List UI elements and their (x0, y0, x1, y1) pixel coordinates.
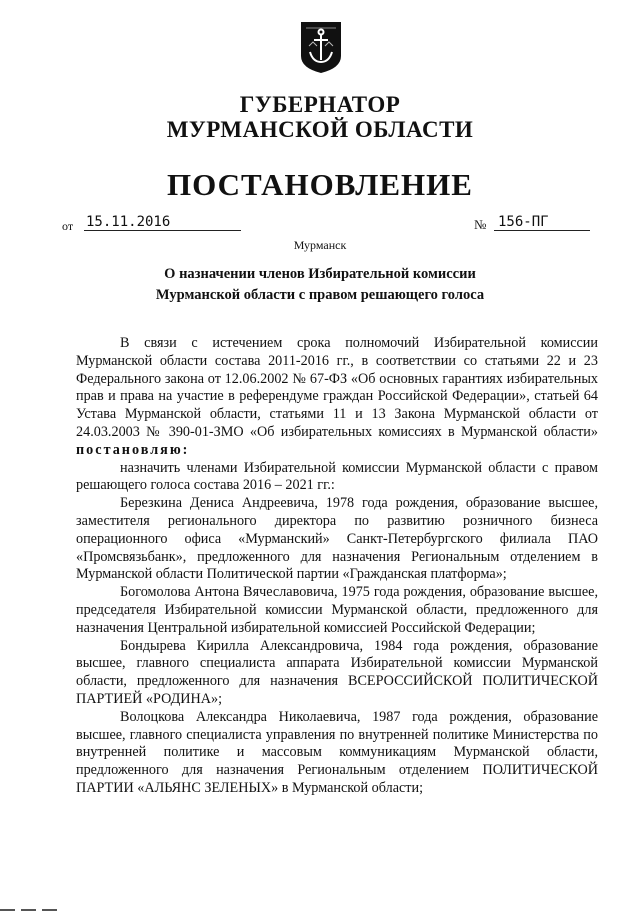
paragraph-member-2: Богомолова Антона Вячеславовича, 1975 года рождения, образование высшее, председателя Избирательной комиссии Мурманской области, предложенного для назначения Центральной избирательной комиссией Российской Федерации; (76, 584, 598, 636)
paragraph-member-4: Волоцкова Александра Николаевича, 1987 года рождения, образование высшее, главного специалиста управления по внутренней политике Министерства по внутренней политике и массовым коммуникациям Мурманской области, предложенного для назначения Региональным отделением ПОЛИТИЧЕСКОЙ ПАРТИИ «АЛЬЯНС ЗЕЛЕНЫХ» в Мурманской области; (76, 708, 598, 796)
date-number-row (62, 214, 602, 236)
preamble-text: В связи с истечением срока полномочий Избирательной комиссии Мурманской области состава 2011-2016 гг., в соответствии со статьями 22 и 23 Федерального закона от 12.06.2002 № 67-ФЗ «Об основных гарантиях избирательных прав и права на участие в референдуме граждан Российской Федерации», статьей 64 Устава Мурманской области, статьями 11 и 13 Закона Мурманской области от 24.03.2003 № 390-01-ЗМО «Об избирательных комиссиях в Мурманской области» (76, 335, 598, 440)
subject-line-1: О назначении членов Избирательной комиссии (164, 266, 476, 282)
paragraph-preamble (76, 335, 598, 460)
resolve-word: постановляю: (76, 441, 190, 458)
governor-heading: ГУБЕРНАТОР (239, 92, 401, 117)
subject-line-2: Мурманской области с правом решающего голоса (155, 287, 485, 303)
paragraph-resolution: назначить членами Избирательной комиссии Мурманской области с правом решающего голоса состава 2016 – 2021 гг.: (76, 459, 598, 494)
document-body (76, 335, 598, 798)
document-type-title: ПОСТАНОВЛЕНИЕ (167, 167, 473, 202)
region-heading: МУРМАНСКОЙ ОБЛАСТИ (166, 117, 474, 142)
footer-dashes (0, 898, 70, 902)
paragraph-member-1: Березкина Дениса Андреевича, 1978 года рождения, образование высшее, заместителя регионального директора по развитию розничного бизнеса операционного офиса «Мурманский» Санкт-Петербургского филиала ПАО «Промсвязьбанк», предложенного для назначения Региональным отделением в Мурманской области Политической партии «Гражданская платформа»; (76, 495, 598, 583)
paragraph-member-3: Бондырева Кирилла Александровича, 1984 года рождения, образование высшее, главного специалиста аппарата Избирательной комиссии Мурманской области, предложенного для назначения ВСЕРОССИЙСКОЙ ПОЛИТИЧЕСКОЙ ПАРТИЕЙ «РОДИНА»; (76, 637, 598, 707)
coat-of-arms-icon (299, 20, 343, 74)
document-number: 156-ПГ (494, 214, 590, 231)
city: Мурманск (293, 238, 347, 252)
number-label: № (474, 217, 487, 232)
document-subject (0, 264, 640, 306)
document-date: 15.11.2016 (84, 214, 241, 231)
date-label: от (62, 219, 74, 233)
